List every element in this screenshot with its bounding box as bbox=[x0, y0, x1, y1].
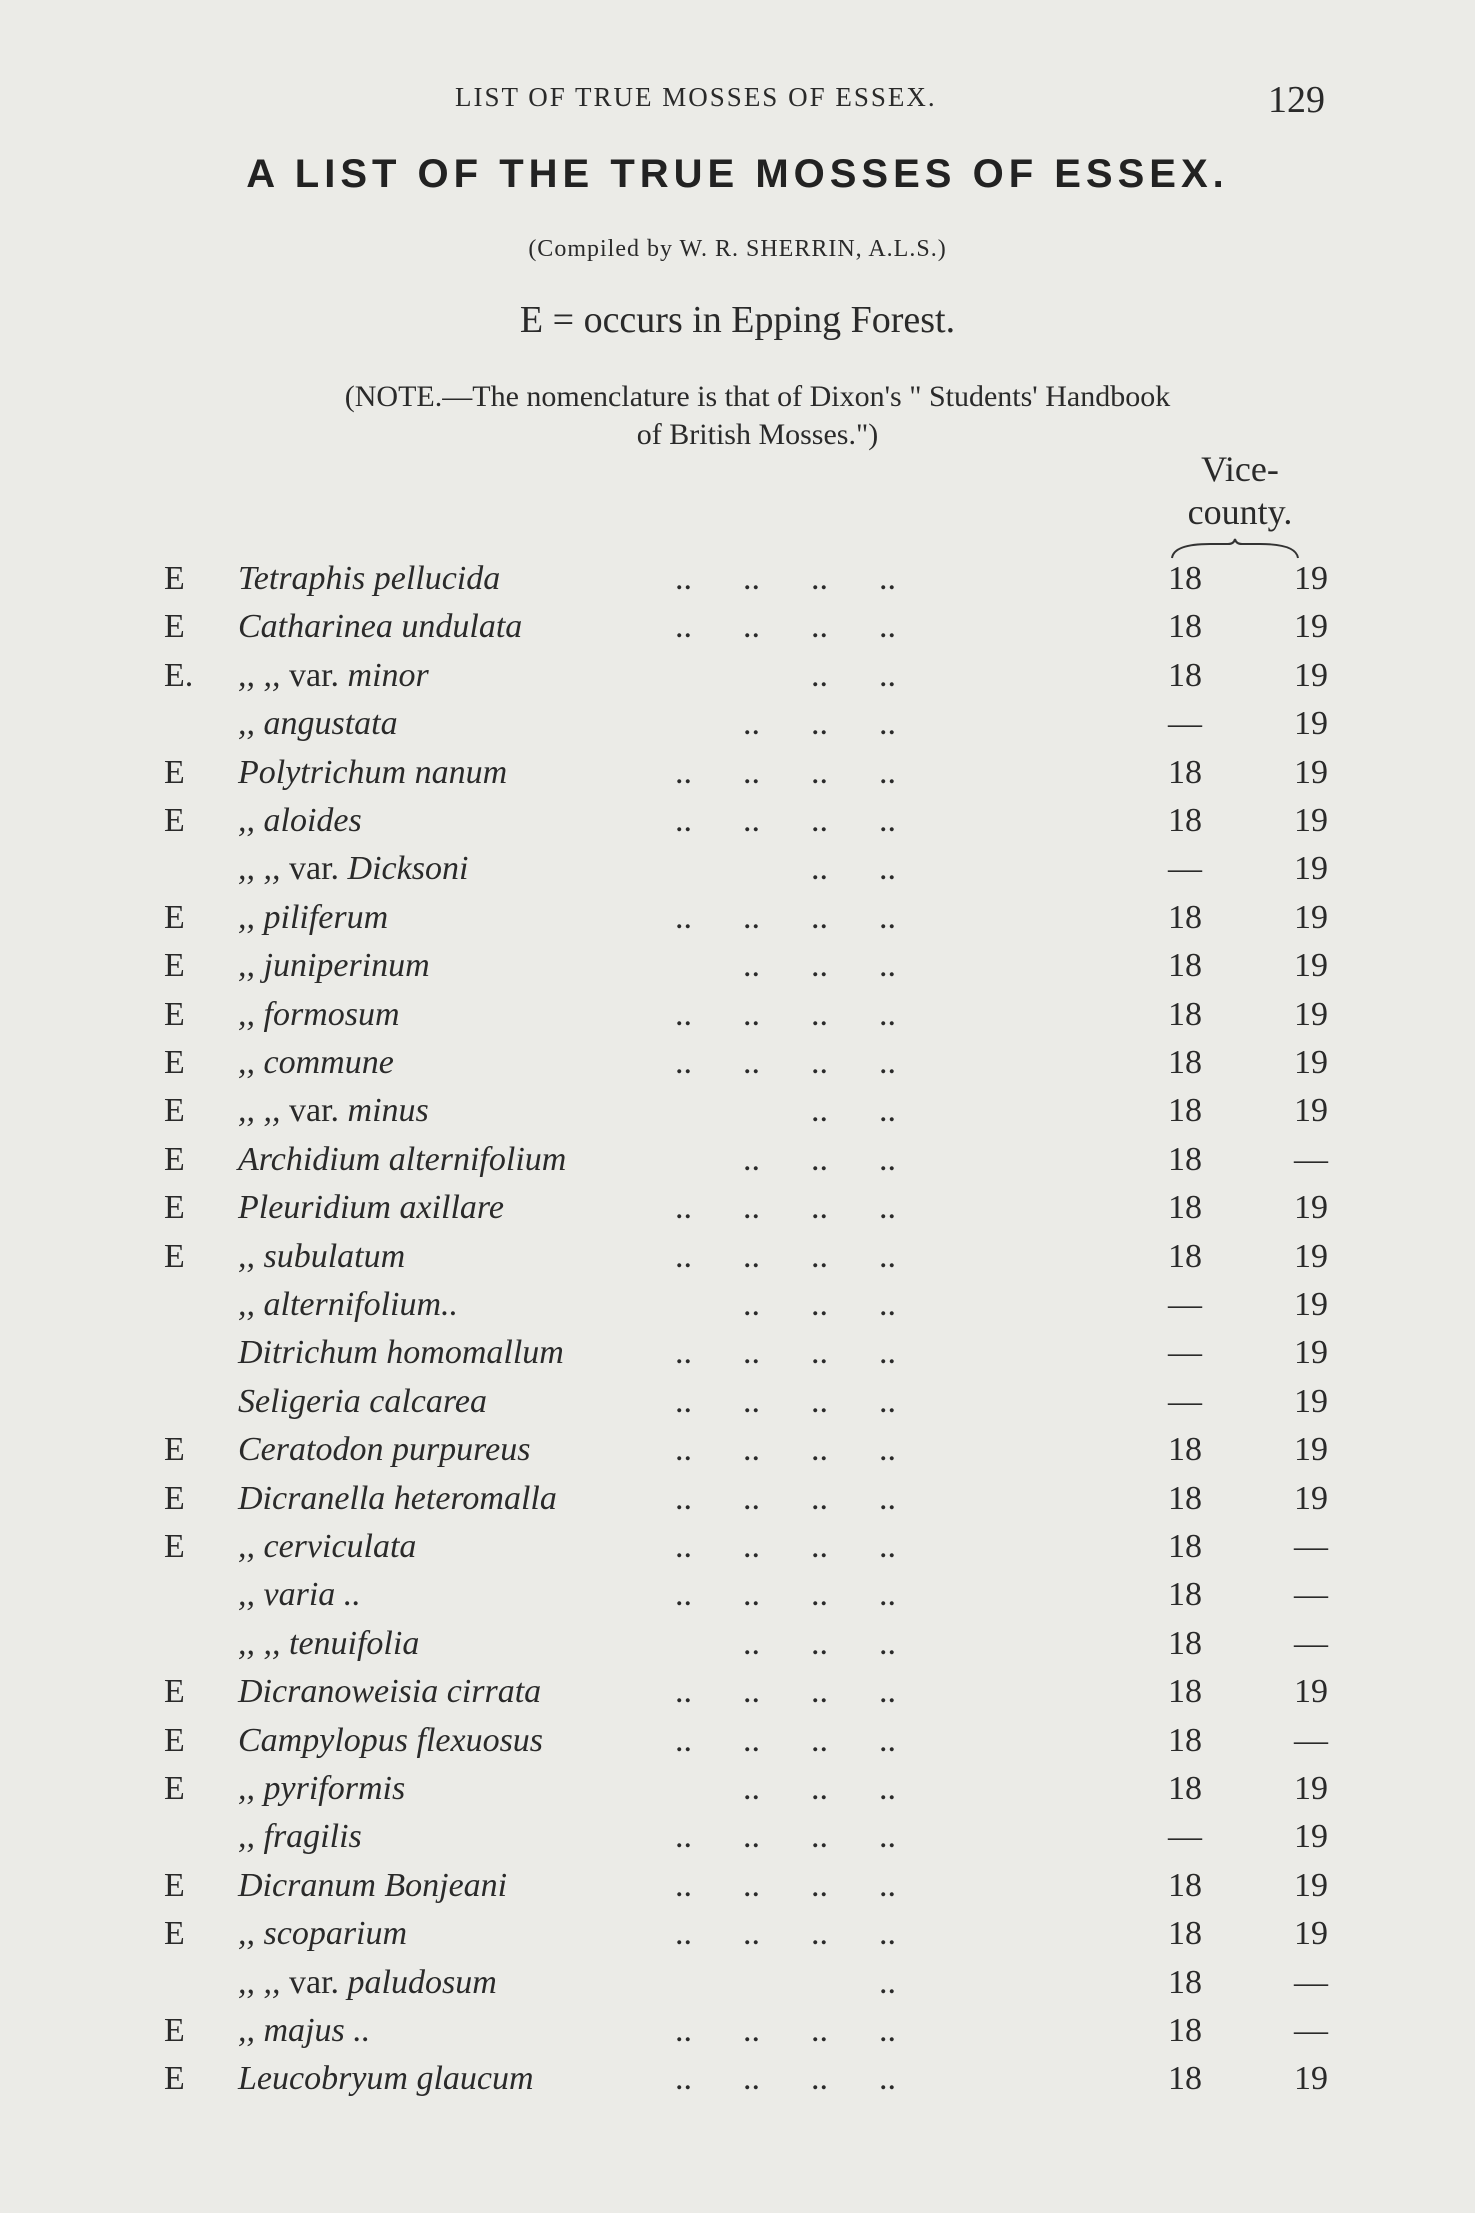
species-name-text: Dicranum Bonjeani bbox=[238, 1866, 508, 1904]
vice-county-18-cell: 18 bbox=[1168, 1770, 1202, 1807]
variety-label: var. paludosum bbox=[280, 1963, 497, 2001]
species-name bbox=[238, 2012, 370, 2050]
epping-marker: E bbox=[164, 1092, 185, 1130]
vice-county-19-cell: 19 bbox=[1294, 1479, 1328, 1517]
species-name-text: ,, ,, bbox=[238, 1963, 281, 2001]
vice-county-18-cell: 18 bbox=[1168, 1479, 1202, 1517]
species-name bbox=[238, 1189, 504, 1227]
leader-dots: .. .. .. .. bbox=[675, 608, 896, 646]
leader-dots: .. .. .. .. bbox=[675, 1721, 896, 1759]
vice-county-18-cell: — bbox=[1168, 1382, 1202, 1420]
vice-county-heading-line-1: Vice- bbox=[1201, 449, 1279, 489]
list-item bbox=[0, 1238, 1475, 1286]
vice-county-19-cell: — bbox=[1294, 1721, 1328, 1759]
species-name-text: Campylopus flexuosus bbox=[238, 1721, 544, 1759]
species-name bbox=[238, 1480, 557, 1518]
vice-county-18-cell: — bbox=[1168, 850, 1202, 888]
vice-county-18-cell: 18 bbox=[1168, 1044, 1202, 1081]
list-item bbox=[0, 802, 1475, 850]
epping-marker: E bbox=[164, 1770, 185, 1807]
epping-marker: E bbox=[164, 1140, 185, 1178]
species-name bbox=[238, 1625, 419, 1663]
leader-dots: .. .. .. .. bbox=[675, 753, 896, 791]
vice-county-19-cell: 19 bbox=[1294, 753, 1328, 791]
species-name bbox=[238, 1528, 416, 1566]
vice-county-19-cell: — bbox=[1294, 2012, 1328, 2049]
species-name bbox=[238, 1286, 458, 1324]
leader-dots: .. .. .. bbox=[675, 947, 896, 985]
species-name bbox=[238, 1044, 394, 1082]
epping-marker: E bbox=[164, 753, 185, 791]
vice-county-19-cell: 19 bbox=[1294, 947, 1328, 985]
epping-marker: E bbox=[164, 1721, 185, 1759]
leader-dots: .. .. .. .. bbox=[675, 995, 896, 1033]
leader-dots: .. .. .. .. bbox=[675, 1237, 896, 1275]
leader-dots: .. .. .. .. bbox=[675, 1479, 896, 1517]
leader-dots: .. .. .. .. bbox=[675, 2060, 896, 2098]
epping-marker: E bbox=[164, 1479, 185, 1517]
vice-county-19-cell: 19 bbox=[1294, 1044, 1328, 1081]
vice-county-18-cell: 18 bbox=[1168, 1624, 1202, 1662]
vice-county-18-cell: 18 bbox=[1168, 2060, 1202, 2098]
species-name bbox=[238, 1964, 497, 2002]
vice-county-19-cell: — bbox=[1294, 1576, 1328, 1614]
leader-dots: .. .. .. bbox=[675, 1770, 896, 1807]
species-name bbox=[238, 1915, 407, 1953]
vice-county-19-cell: 19 bbox=[1294, 1673, 1328, 1711]
leader-dots: .. .. .. .. bbox=[675, 1866, 896, 1904]
species-name bbox=[238, 1334, 564, 1372]
species-name bbox=[238, 1238, 405, 1276]
leader-dots: .. bbox=[675, 1963, 896, 2001]
vice-county-19-cell: 19 bbox=[1294, 560, 1328, 597]
leader-dots: .. .. .. .. bbox=[675, 1673, 896, 1711]
vice-county-19-cell: 19 bbox=[1294, 608, 1328, 646]
vice-county-19-cell: 19 bbox=[1294, 1866, 1328, 1904]
species-name-text: ,, pyriformis bbox=[238, 1770, 406, 1807]
species-name-text: Dicranoweisia cirrata bbox=[238, 1673, 542, 1711]
epping-marker: E bbox=[164, 2060, 185, 2098]
variety-label: var. minus bbox=[280, 1092, 429, 1130]
list-item bbox=[0, 1867, 1475, 1915]
vice-county-19-cell: 19 bbox=[1294, 1382, 1328, 1420]
list-item bbox=[0, 1189, 1475, 1237]
species-name-text: Ceratodon purpureus bbox=[238, 1431, 531, 1469]
species-name-text: ,, scoparium bbox=[238, 1915, 408, 1953]
list-item bbox=[0, 1625, 1475, 1673]
vice-county-18-cell: 18 bbox=[1168, 1528, 1202, 1565]
species-name-text: ,, varia .. bbox=[238, 1576, 361, 1614]
list-item bbox=[0, 1770, 1475, 1818]
epping-key: E = occurs in Epping Forest. bbox=[519, 299, 956, 341]
leader-dots: .. .. .. .. bbox=[675, 2012, 896, 2049]
species-name bbox=[238, 754, 507, 792]
vice-county-19-cell: 19 bbox=[1294, 1189, 1328, 1227]
list-item bbox=[0, 996, 1475, 1044]
species-name-text: ,, angustata bbox=[238, 705, 398, 743]
species-name-text: ,, aloides bbox=[238, 802, 362, 839]
vice-county-18-cell: 18 bbox=[1168, 898, 1202, 936]
leader-dots: .. .. .. bbox=[675, 1286, 896, 1323]
leader-dots: .. .. .. .. bbox=[675, 1044, 896, 1081]
vice-county-19-cell: 19 bbox=[1294, 1092, 1328, 1130]
species-name-text: Archidium alternifolium bbox=[238, 1140, 567, 1178]
leader-dots: .. .. .. .. bbox=[675, 1915, 896, 1953]
vice-county-18-cell: — bbox=[1168, 1286, 1202, 1323]
vice-county-19-cell: — bbox=[1294, 1528, 1328, 1565]
vice-county-18-cell: 18 bbox=[1168, 656, 1202, 694]
list-item bbox=[0, 1383, 1475, 1431]
species-name-text: Pleuridium axillare bbox=[238, 1189, 504, 1227]
epping-marker: E bbox=[164, 947, 185, 985]
vice-county-18-cell: 18 bbox=[1168, 1431, 1202, 1469]
species-name bbox=[238, 899, 388, 937]
epping-marker: E bbox=[164, 1044, 185, 1081]
species-name bbox=[238, 1092, 429, 1130]
note-line-2: of British Mosses.") bbox=[636, 418, 879, 451]
list-item bbox=[0, 899, 1475, 947]
list-item bbox=[0, 608, 1475, 656]
species-name bbox=[238, 1722, 543, 1760]
vice-county-18-cell: 18 bbox=[1168, 1915, 1202, 1953]
leader-dots: .. .. bbox=[675, 1092, 896, 1130]
list-item bbox=[0, 705, 1475, 753]
species-name-text: ,, subulatum bbox=[238, 1237, 406, 1275]
leader-dots: .. .. .. .. bbox=[675, 1818, 896, 1856]
list-item bbox=[0, 1286, 1475, 1334]
vice-county-19-cell: — bbox=[1294, 1963, 1328, 2001]
leader-dots: .. .. .. .. bbox=[675, 1431, 896, 1469]
epping-marker: E bbox=[164, 2012, 185, 2049]
epping-marker: E bbox=[164, 1528, 185, 1565]
species-name bbox=[238, 850, 468, 888]
list-item bbox=[0, 947, 1475, 995]
vice-county-19-cell: 19 bbox=[1294, 1770, 1328, 1807]
vice-county-18-cell: 18 bbox=[1168, 608, 1202, 646]
species-name-text: ,, ,, bbox=[238, 850, 281, 888]
list-item bbox=[0, 1964, 1475, 2012]
vice-county-18-cell: 18 bbox=[1168, 1140, 1202, 1178]
page-title: A LIST OF THE TRUE MOSSES OF ESSEX. bbox=[246, 152, 1229, 196]
species-name-text: Dicranella heteromalla bbox=[238, 1479, 557, 1517]
epping-marker: E. bbox=[164, 656, 194, 694]
list-item bbox=[0, 560, 1475, 608]
list-item bbox=[0, 1480, 1475, 1528]
species-name bbox=[238, 1431, 530, 1469]
epping-marker: E bbox=[164, 560, 185, 597]
epping-marker: E bbox=[164, 1915, 185, 1953]
species-name-text: Seligeria calcarea bbox=[238, 1382, 487, 1420]
vice-county-19-cell: 19 bbox=[1294, 995, 1328, 1033]
vice-county-19-cell: 19 bbox=[1294, 850, 1328, 888]
list-item bbox=[0, 754, 1475, 802]
vice-county-19-cell: — bbox=[1294, 1140, 1328, 1178]
leader-dots: .. .. .. .. bbox=[675, 560, 896, 597]
vice-county-heading-line-2: county. bbox=[1187, 492, 1293, 532]
species-name-text: ,, fragilis bbox=[238, 1818, 362, 1856]
epping-marker: E bbox=[164, 1431, 185, 1469]
compiler-credit: (Compiled by W. R. SHERRIN, A.L.S.) bbox=[528, 236, 947, 262]
species-name-text: ,, juniperinum bbox=[238, 947, 430, 985]
species-name bbox=[238, 1383, 487, 1421]
species-name-text: ,, ,, tenuifolia bbox=[238, 1624, 420, 1662]
epping-marker: E bbox=[164, 1673, 185, 1711]
vice-county-18-cell: 18 bbox=[1168, 753, 1202, 791]
epping-marker: E bbox=[164, 802, 185, 839]
epping-marker: E bbox=[164, 898, 185, 936]
leader-dots: .. .. .. .. bbox=[675, 898, 896, 936]
page-number: 129 bbox=[1268, 79, 1325, 121]
species-name bbox=[238, 1818, 362, 1856]
list-item bbox=[0, 1141, 1475, 1189]
vice-county-18-cell: 18 bbox=[1168, 947, 1202, 985]
species-name bbox=[238, 1770, 405, 1808]
vice-county-19-cell: 19 bbox=[1294, 1915, 1328, 1953]
species-name bbox=[238, 1867, 507, 1905]
species-name bbox=[238, 1673, 541, 1711]
epping-marker: E bbox=[164, 608, 185, 646]
vice-county-19-cell: 19 bbox=[1294, 802, 1328, 839]
leader-dots: .. .. .. .. bbox=[675, 802, 896, 839]
list-item bbox=[0, 2060, 1475, 2108]
variety-label: var. Dicksoni bbox=[280, 850, 469, 888]
vice-county-18-cell: — bbox=[1168, 1818, 1202, 1856]
note-line-1: (NOTE.—The nomenclature is that of Dixon's " Students' Handbook bbox=[344, 380, 1171, 413]
list-item bbox=[0, 1334, 1475, 1382]
vice-county-18-cell: 18 bbox=[1168, 1237, 1202, 1275]
list-item bbox=[0, 1431, 1475, 1479]
list-item bbox=[0, 1818, 1475, 1866]
list-item bbox=[0, 850, 1475, 898]
epping-marker: E bbox=[164, 1866, 185, 1904]
vice-county-18-cell: 18 bbox=[1168, 560, 1202, 597]
vice-county-18-cell: 18 bbox=[1168, 2012, 1202, 2049]
vice-county-18-cell: 18 bbox=[1168, 995, 1202, 1033]
vice-county-19-cell: 19 bbox=[1294, 1818, 1328, 1856]
list-item bbox=[0, 1044, 1475, 1092]
vice-county-19-cell: — bbox=[1294, 1624, 1328, 1662]
species-name-text: Tetraphis pellucida bbox=[238, 560, 501, 597]
leader-dots: .. .. bbox=[675, 656, 896, 694]
list-item bbox=[0, 1673, 1475, 1721]
species-name bbox=[238, 2060, 534, 2098]
list-item bbox=[0, 1528, 1475, 1576]
species-name-text: ,, majus .. bbox=[238, 2012, 371, 2049]
vice-county-18-cell: 18 bbox=[1168, 1576, 1202, 1614]
species-name-text: ,, formosum bbox=[238, 995, 400, 1033]
list-item bbox=[0, 1722, 1475, 1770]
list-item bbox=[0, 1092, 1475, 1140]
species-name bbox=[238, 947, 430, 985]
species-name bbox=[238, 657, 429, 695]
epping-marker: E bbox=[164, 1237, 185, 1275]
species-name bbox=[238, 705, 398, 743]
list-item bbox=[0, 657, 1475, 705]
species-name-text: ,, piliferum bbox=[238, 898, 389, 936]
vice-county-18-cell: 18 bbox=[1168, 1721, 1202, 1759]
leader-dots: .. .. .. .. bbox=[675, 1528, 896, 1565]
species-name-text: ,, alternifolium.. bbox=[238, 1286, 459, 1323]
leader-dots: .. .. bbox=[675, 850, 896, 888]
leader-dots: .. .. .. bbox=[675, 1140, 896, 1178]
vice-county-19-cell: 19 bbox=[1294, 1334, 1328, 1372]
species-name bbox=[238, 608, 522, 646]
species-name bbox=[238, 560, 500, 598]
list-item bbox=[0, 2012, 1475, 2060]
leader-dots: .. .. .. .. bbox=[675, 1576, 896, 1614]
species-name-text: ,, ,, bbox=[238, 656, 281, 694]
list-item bbox=[0, 1576, 1475, 1624]
species-name bbox=[238, 996, 400, 1034]
vice-county-18-cell: 18 bbox=[1168, 1092, 1202, 1130]
list-item bbox=[0, 1915, 1475, 1963]
running-head: LIST OF TRUE MOSSES OF ESSEX. bbox=[455, 82, 937, 112]
leader-dots: .. .. .. bbox=[675, 1624, 896, 1662]
vice-county-18-cell: 18 bbox=[1168, 1673, 1202, 1711]
vice-county-18-cell: — bbox=[1168, 1334, 1202, 1372]
leader-dots: .. .. .. .. bbox=[675, 1334, 896, 1372]
vice-county-18-cell: 18 bbox=[1168, 802, 1202, 839]
vice-county-18-cell: 18 bbox=[1168, 1866, 1202, 1904]
vice-county-19-cell: 19 bbox=[1294, 1431, 1328, 1469]
vice-county-19-cell: 19 bbox=[1294, 1286, 1328, 1323]
species-name-text: Leucobryum glaucum bbox=[238, 2060, 534, 2098]
vice-county-19-cell: 19 bbox=[1294, 705, 1328, 743]
vice-county-19-cell: 19 bbox=[1294, 2060, 1328, 2098]
vice-county-19-cell: 19 bbox=[1294, 1237, 1328, 1275]
vice-county-18-cell: — bbox=[1168, 705, 1202, 743]
species-name-text: ,, cerviculata bbox=[238, 1528, 417, 1565]
species-name bbox=[238, 1141, 566, 1179]
species-name-text: ,, commune bbox=[238, 1044, 394, 1081]
species-name-text: Catharinea undulata bbox=[238, 608, 523, 646]
species-name-text: Polytrichum nanum bbox=[238, 753, 508, 791]
vice-county-18-cell: 18 bbox=[1168, 1189, 1202, 1227]
leader-dots: .. .. .. .. bbox=[675, 1382, 896, 1420]
species-name bbox=[238, 802, 362, 840]
leader-dots: .. .. .. bbox=[675, 705, 896, 743]
vice-county-18-cell: 18 bbox=[1168, 1963, 1202, 2001]
epping-marker: E bbox=[164, 995, 185, 1033]
leader-dots: .. .. .. .. bbox=[675, 1189, 896, 1227]
vice-county-19-cell: 19 bbox=[1294, 656, 1328, 694]
vice-county-19-cell: 19 bbox=[1294, 898, 1328, 936]
variety-label: var. minor bbox=[280, 656, 429, 694]
species-name-text: ,, ,, bbox=[238, 1092, 281, 1130]
species-name-text: Ditrichum homomallum bbox=[238, 1334, 564, 1372]
species-name bbox=[238, 1576, 361, 1614]
epping-marker: E bbox=[164, 1189, 185, 1227]
